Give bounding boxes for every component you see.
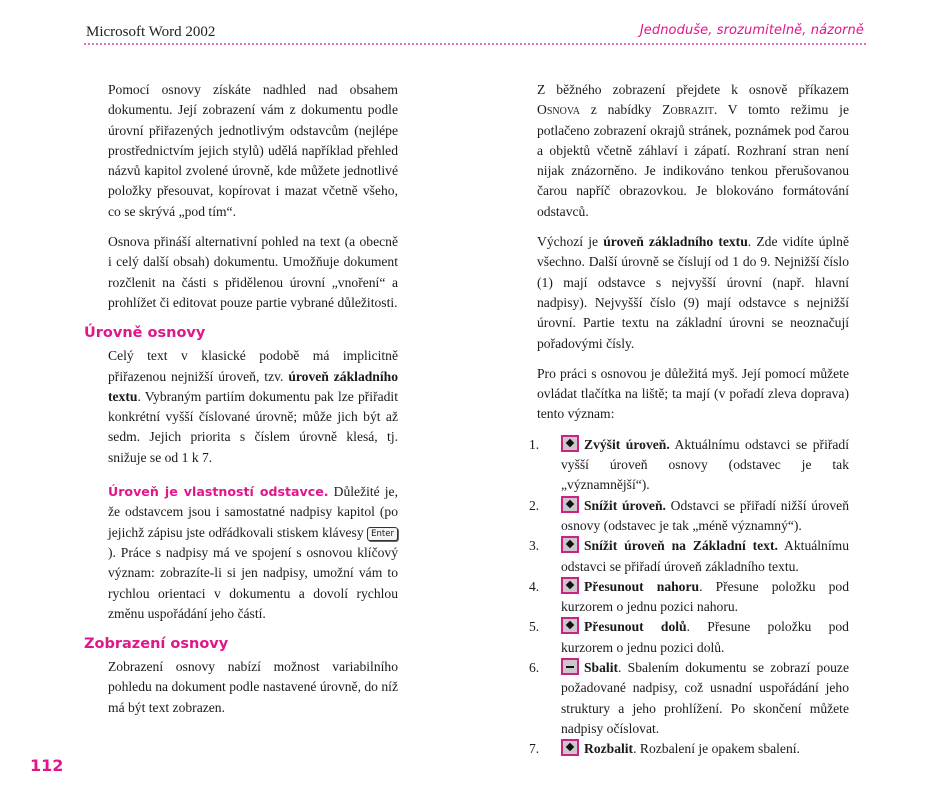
tool-title: Přesunout dolů [584, 619, 687, 635]
text-run: ). Práce s nadpisy má ve spojení s osnovou klíčový význam: zobrazíte-li si jen nadpisy, umožní vám to rychlou orientaci v dokumentu a dovolí rychlou změnu uspořádání jeho částí. [108, 544, 398, 621]
list-number: 6. [529, 660, 540, 676]
tool-title: Sbalit [584, 660, 618, 676]
switch-to-outline-paragraph [537, 80, 849, 222]
outline-levels-paragraph [108, 346, 398, 468]
section-heading-outline-view: Zobrazení osnovy [84, 636, 229, 653]
left-column [84, 80, 398, 728]
tool-title: Snížit úroveň na Základní text. [584, 538, 778, 554]
default-level-paragraph [537, 232, 849, 354]
demote-to-body-text-icon [561, 536, 579, 553]
text-run: Důležité je, že odstavcem jsou i samostatné nadpisy kapitol (po jejichž zápisu jste odřádkovali stiskem klávesy [108, 484, 398, 540]
demote-arrow-icon [561, 496, 579, 513]
page-number: 112 [30, 756, 64, 775]
bold-term: úroveň základního textu [603, 234, 748, 250]
right-column [529, 80, 849, 760]
tool-description: Aktuálnímu odstavci se přiřadí úroveň základního textu. [561, 538, 849, 574]
outline-toolbar-buttons-list [529, 435, 849, 760]
text-run: Z běžného zobrazení přejdete k osnově příkazem [537, 82, 849, 97]
header-dotted-rule [84, 43, 866, 45]
list-item [529, 435, 849, 496]
tool-description: . Přesune položku pod kurzorem o jednu pozici nahoru. [561, 578, 849, 615]
tool-title: Snížit úroveň. [584, 497, 666, 513]
move-down-icon [561, 617, 579, 634]
list-item [529, 577, 849, 618]
collapse-minus-icon [561, 658, 579, 675]
inline-heading: Úroveň je vlastností odstavce. [108, 484, 329, 500]
tool-title: Rozbalit [584, 741, 634, 757]
text-run: Výchozí je [537, 234, 604, 250]
running-header-title: Microsoft Word 2002 [86, 24, 216, 40]
list-item [529, 536, 849, 577]
list-item [529, 658, 849, 739]
tool-description: . Rozbalení je opakem sbalení. [633, 741, 800, 757]
text-run: . V tomto režimu je potlačeno zobrazení okrajů stránek, poznámek pod čarou a objektů včetně záhlaví i zápatí. Rozhraní stran není nijak znázorněno. Je indikováno tenkou přerušovanou čarou napříč obrazovkou. Je blokováno formátování odstavců. [537, 102, 849, 219]
text-run: . Vybraným partiím dokumentu pak lze přiřadit konkrétní vyšší číslované úrovně; může jich být až sedm. Jejich priorita s číslem úrovně klesá, tj. snižuje se od 1 k 7. [108, 388, 398, 465]
list-number: 5. [529, 619, 540, 635]
tool-description: Aktuálnímu odstavci se přiřadí vyšší úroveň osnovy (odstavec je tak „významnější“). [561, 436, 849, 493]
menu-command-view: Zobrazit [662, 102, 714, 118]
tool-title: Zvýšit úroveň. [584, 436, 670, 452]
list-number: 7. [529, 741, 540, 757]
list-number: 3. [529, 538, 540, 554]
list-item [529, 617, 849, 658]
expand-plus-icon [561, 739, 579, 756]
tool-description: Odstavci se přiřadí nižší úroveň osnovy (odstavec je tak „méně významný“). [561, 497, 849, 533]
text-run: z nabídky [579, 102, 663, 118]
tool-description: . Přesune položku pod kurzorem o jednu pozici dolů. [561, 619, 849, 655]
list-item [529, 496, 849, 537]
text-run: . Zde vidíte úplně všechno. Další úrovně se číslují od 1 do 9. Nejnižší číslo (1) mají odstavce s nejvyšší úrovní (např. hlavní nadpisy). Nejvyšší číslo (9) mají odstavce s nejnižší úrovní. Partie textu na základní úrovni se neoznačují pořadovými čísly. [537, 234, 849, 351]
list-item [529, 739, 849, 759]
outline-view-paragraph: Zobrazení osnovy nabízí možnost variabilního pohledu na dokument podle nastavené úrovně, do níž má být text zobrazen. [108, 659, 398, 715]
mouse-usage-paragraph: Pro práci s osnovou je důležitá myš. Její pomocí můžete ovládat tlačítka na liště; ta mají (v pořadí zleva doprava) tento význam: [537, 365, 849, 422]
outline-alt-view-paragraph: Osnova přináší alternativní pohled na text (a obecně i celý další obsah) dokumentu. Umožňuje dokument rozčlenit na části s přidělenou úrovní „vnoření“ a prohlížet či editovat pouze partie vybrané důležitosti. [108, 234, 398, 310]
tool-description: . Sbalením dokumentu se zobrazí pouze požadované nadpisy, což usnadní uspořádání jeho struktury a jeho prohlížení. Po skončení můžete nadpisy očíslovat. [561, 660, 849, 736]
paragraph-property-paragraph [108, 482, 398, 624]
text-run: Celý text v klasické podobě má implicitně přiřazenou nejnižší úroveň, tzv. [108, 348, 398, 384]
running-header-tagline: Jednoduše, srozumitelně, názorně [639, 23, 864, 38]
promote-arrow-icon [561, 435, 579, 452]
enter-key-icon: Enter [367, 527, 398, 541]
section-heading-outline-levels: Úrovně osnovy [84, 325, 206, 342]
list-number: 4. [529, 578, 540, 594]
tool-title: Přesunout nahoru [584, 578, 700, 594]
bold-term: úroveň základního textu [108, 368, 398, 404]
intro-paragraph: Pomocí osnovy získáte nadhled nad obsahem dokumentu. Její zobrazení vám z dokumentu podle úrovní přiřazených jednotlivým odstavcům (nejlépe prostřednictvím jejich stylů) udělá například přehled názvů kapitol zvolené úrovně, kde můžete jednotlivé položky přesouvat, kopírovat i mazat včetně všeho, co se skrývá „pod tím“. [108, 82, 398, 219]
list-number: 2. [529, 497, 540, 513]
list-number: 1. [529, 436, 540, 452]
menu-command-outline: Osnova [537, 102, 580, 118]
move-up-icon [561, 577, 579, 594]
